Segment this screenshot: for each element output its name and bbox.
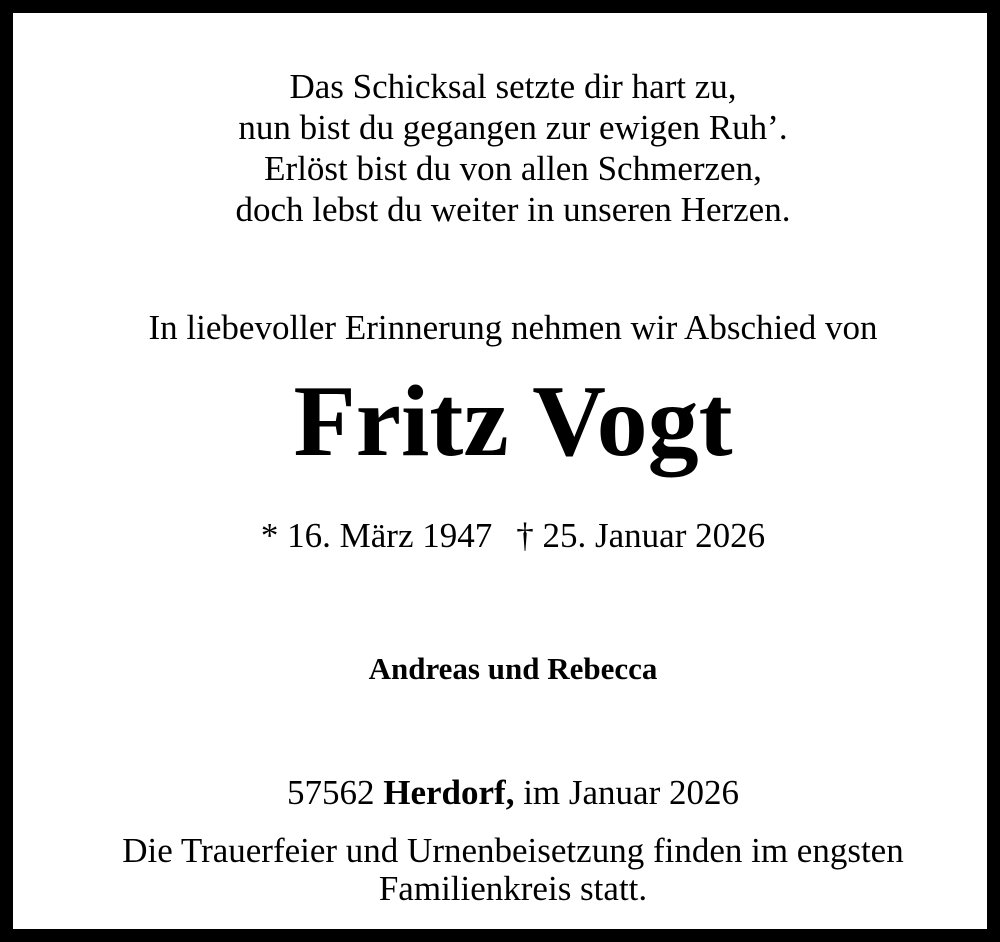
poem-line-1: Das Schicksal setzte dir hart zu, bbox=[289, 67, 737, 106]
place-date: im Januar 2026 bbox=[523, 773, 739, 812]
birth-date: * 16. März 1947 bbox=[260, 516, 493, 555]
mourners: Andreas und Rebecca bbox=[368, 651, 658, 686]
intro-text: In liebevoller Erinnerung nehmen wir Abschied von bbox=[148, 308, 878, 347]
notice-line-2: Familienkreis statt. bbox=[378, 869, 648, 908]
deceased-name: Fritz Vogt bbox=[293, 365, 733, 478]
poem-line-3: Erlöst bist du von allen Schmerzen, bbox=[264, 149, 762, 188]
place-and-date bbox=[26, 775, 1000, 810]
poem-line-2: nun bist du gegangen zur ewigen Ruh’. bbox=[238, 108, 788, 147]
life-dates bbox=[26, 518, 1000, 553]
poem-line-4: doch lebst du weiter in unseren Herzen. bbox=[235, 190, 791, 229]
town: Herdorf, bbox=[383, 773, 515, 812]
postal-code: 57562 bbox=[287, 773, 375, 812]
notice-line-1: Die Trauerfeier und Urnenbeisetzung finden im engsten bbox=[122, 831, 904, 870]
death-date: † 25. Januar 2026 bbox=[516, 516, 766, 555]
